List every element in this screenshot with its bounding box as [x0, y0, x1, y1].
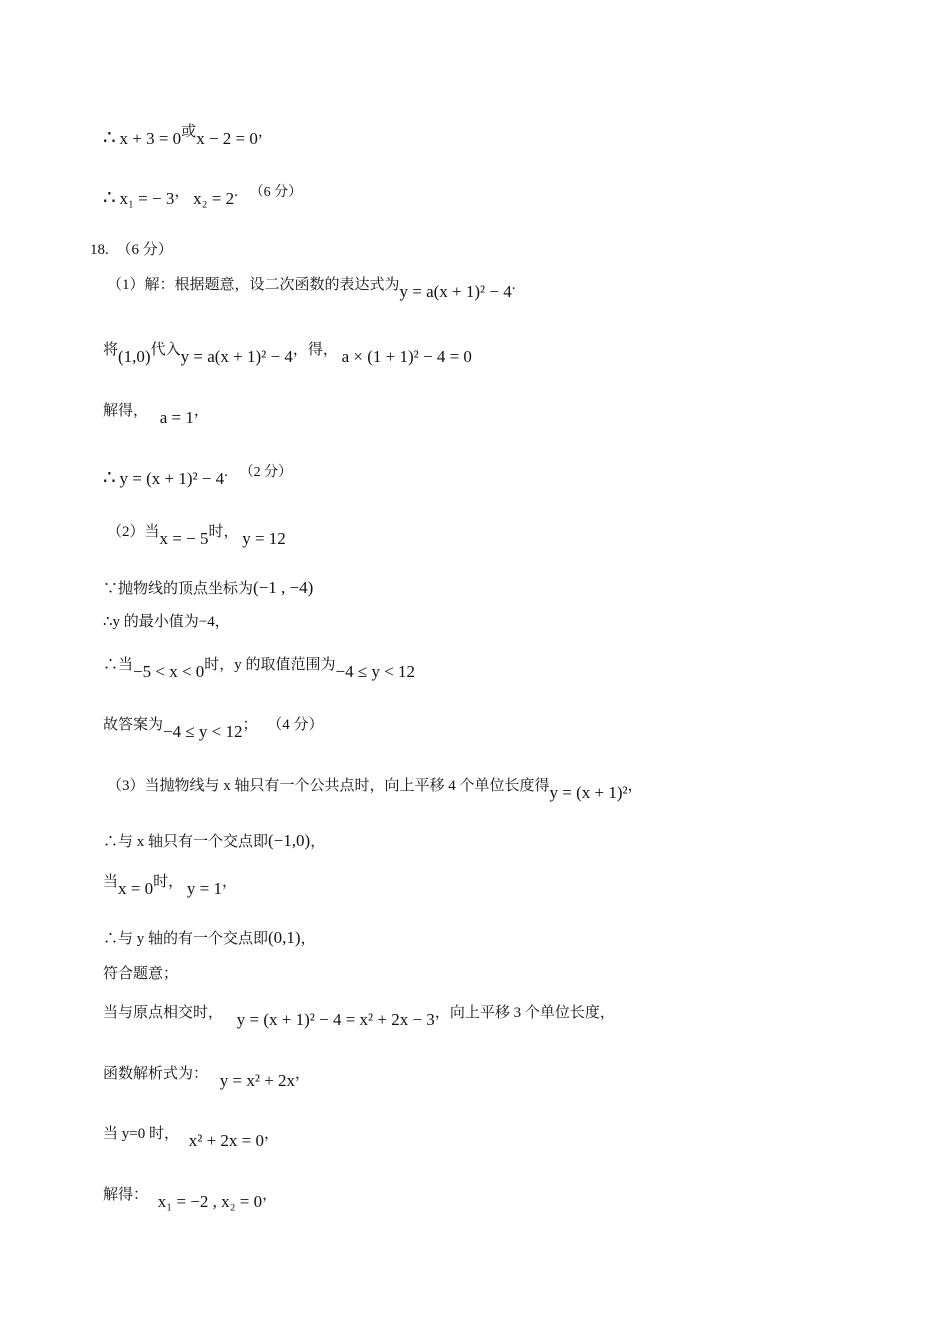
text: ，向上平移 3 个单位长度， [434, 1005, 615, 1021]
math-expression: x₁ = − 3 [119, 189, 175, 208]
line-5 [103, 342, 472, 368]
therefore-symbol: ∴ [103, 127, 116, 149]
math-expression: y = (x + 1)² [549, 783, 628, 802]
math-expression: a = 1 [159, 408, 194, 427]
math-expression: y = a(x + 1)² − 4 [180, 347, 293, 366]
math-expression: −4 ≤ y < 12 [335, 662, 416, 681]
math-expression: y = a(x + 1)² − 4 [399, 282, 512, 301]
score-label: （2 分） [239, 465, 293, 480]
math-expression: −4 ≤ y < 12 [163, 722, 243, 741]
line-16 [103, 928, 316, 949]
line-4 [107, 277, 516, 303]
punct: . [511, 277, 516, 293]
line-9 [103, 578, 313, 599]
score-label: （6 分） [249, 185, 303, 200]
text: ∴当 [103, 657, 134, 673]
punct: . [234, 184, 238, 200]
line-13 [107, 778, 643, 804]
text: 时， [208, 524, 239, 540]
math-expression: a × (1 + 1)² − 4 = 0 [341, 347, 472, 366]
line-17 [103, 964, 178, 984]
math-expression: x² + 2x = 0 [188, 1131, 264, 1150]
math-expression: (−1 , −4) [253, 578, 314, 597]
line-11 [103, 657, 416, 683]
text: ； [242, 717, 258, 733]
text: 解得： [103, 1187, 149, 1203]
math-expression: y = 1 [186, 879, 222, 898]
math-expression: x + 3 = 0 [119, 129, 182, 148]
math-expression: x − 2 = 0 [196, 129, 258, 148]
punct: ， [310, 834, 326, 850]
text: （2）当 [107, 524, 160, 540]
text: 当 [103, 874, 119, 890]
line-1 [103, 124, 273, 150]
text: 代入 [150, 342, 181, 358]
line-3 [90, 240, 173, 260]
punct: ， [221, 874, 237, 890]
math-expression: (0,1) [268, 928, 301, 947]
line-21 [103, 1187, 278, 1213]
text: 当与原点相交时， [103, 1005, 224, 1021]
punct: ， [295, 1066, 311, 1082]
therefore-symbol: ∴ [103, 187, 116, 209]
math-expression: y = (x + 1)² − 4 = x² + 2x − 3 [236, 1010, 435, 1029]
text: 解得， [103, 403, 149, 419]
punct: ， [264, 1126, 280, 1142]
math-expression: −5 < x < 0 [133, 662, 205, 681]
punct: ， [262, 1187, 278, 1203]
text: ，得， [292, 342, 338, 358]
line-18 [103, 1005, 615, 1031]
text: ∴与 y 轴的有一个交点即 [103, 931, 269, 947]
text: 时，y 的取值范围为 [204, 657, 336, 673]
punct: ， [300, 931, 316, 947]
line-19 [103, 1066, 311, 1092]
math-expression: y = (x + 1)² − 4 [119, 469, 225, 488]
text: 故答案为 [103, 717, 164, 733]
math-expression: y = 12 [242, 529, 286, 548]
math-expression: (1,0) [118, 347, 151, 366]
line-2 [103, 184, 303, 211]
line-7 [103, 464, 293, 491]
text: （3）当抛物线与 x 轴只有一个公共点时，向上平移 4 个单位长度得 [107, 778, 550, 794]
line-6 [103, 403, 209, 429]
math-expression: (−1,0) [268, 831, 311, 850]
math-expression: x₁ = −2 , x₂ = 0 [157, 1192, 263, 1211]
punct: ， [174, 184, 190, 200]
text: ∴与 x 轴只有一个交点即 [103, 834, 269, 850]
line-8 [107, 524, 286, 550]
question-number: 18. [90, 242, 109, 258]
punct: ， [627, 778, 643, 794]
line-10 [103, 612, 230, 632]
punct: . [224, 464, 228, 480]
punct: ， [257, 124, 273, 140]
score-label: （4 分） [267, 717, 324, 733]
math-expression: x = − 5 [159, 529, 209, 548]
text: ∴y 的最小值为−4， [103, 614, 230, 630]
math-expression: y = x² + 2x [219, 1071, 296, 1090]
text: 或 [181, 124, 197, 140]
text: 将 [103, 342, 119, 358]
punct: ， [193, 403, 209, 419]
math-expression: x = 0 [118, 879, 154, 898]
text: 时， [153, 874, 184, 890]
text: 当 y=0 时， [103, 1126, 179, 1142]
math-expression: x₂ = 2 [193, 189, 235, 208]
line-14 [103, 831, 325, 852]
text: 函数解析式为： [103, 1066, 209, 1082]
score-label: （6 分） [116, 242, 173, 258]
line-15 [103, 874, 237, 900]
text: ∵抛物线的顶点坐标为 [103, 581, 254, 597]
line-20 [103, 1126, 280, 1152]
therefore-symbol: ∴ [103, 467, 116, 489]
line-12 [103, 717, 324, 743]
text: 符合题意； [103, 966, 179, 982]
text: （1）解：根据题意，设二次函数的表达式为 [107, 277, 400, 293]
